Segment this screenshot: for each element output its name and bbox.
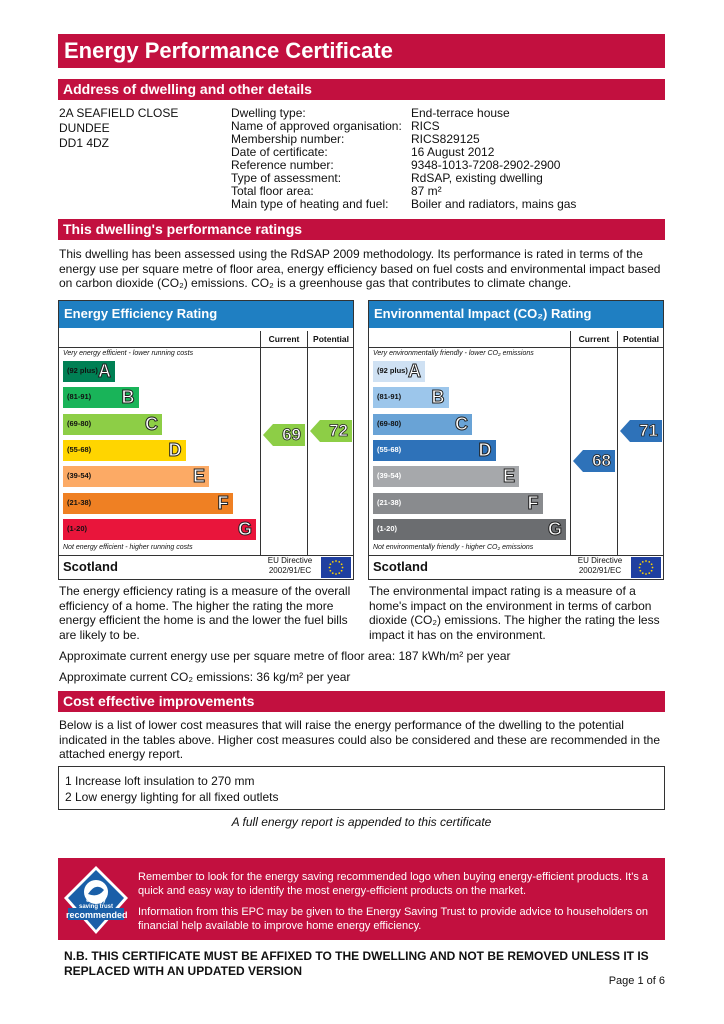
current-column-header: Current <box>570 331 617 347</box>
band-range-label: (21-38) <box>67 497 92 507</box>
rating-band-f <box>63 493 233 514</box>
current-rating-value: 69 <box>282 424 301 444</box>
rating-band-e <box>373 466 519 487</box>
rating-band-a <box>373 361 425 382</box>
list-item: 1 Increase loft insulation to 270 mm <box>65 774 255 788</box>
eu-star <box>329 567 331 569</box>
bottom-note: Not environmentally friendly - higher CO₂ emissions <box>373 544 534 551</box>
detail-label: Membership number: <box>231 132 345 146</box>
detail-values <box>411 107 576 211</box>
divider <box>307 331 308 555</box>
eu-star <box>338 561 340 563</box>
band-range-label: (39-54) <box>377 471 402 481</box>
band-range-label: (39-54) <box>67 471 92 481</box>
eu-star <box>332 561 334 563</box>
logo-text: recommended <box>66 910 128 920</box>
eu-star <box>652 567 654 569</box>
performance-section-heading: This dwelling's performance ratings <box>58 219 665 240</box>
affix-notice: N.B. THIS CERTIFICATE MUST BE AFFIXED TO THE DWELLING AND NOT BE REMOVED UNLESS IT IS REPLACED WITH AN UPDATED VERSION <box>64 949 649 978</box>
environmental-impact-rating-chart <box>368 300 664 580</box>
full-report-note: A full energy report is appended to this certificate <box>231 815 492 829</box>
improvements-heading: Cost effective improvements <box>58 691 665 712</box>
energy-saving-trust-banner <box>58 858 665 940</box>
eu-star <box>648 561 650 563</box>
eu-directive <box>261 556 319 576</box>
detail-value: RICS829125 <box>411 132 480 146</box>
band-letter: G <box>237 518 252 539</box>
directive-line: 2002/91/EC <box>578 566 622 575</box>
energy-efficiency-heading: Energy Efficiency Rating <box>59 301 353 328</box>
eu-star <box>639 567 641 569</box>
rating-band-d <box>63 440 186 461</box>
band-letter: E <box>502 466 515 487</box>
potential-rating-value: 71 <box>639 420 658 440</box>
improvements-intro: Below is a list of lower cost measures that will raise the energy performance of the dwelling to the potential indicated in the tables above. Higher cost measures could also be considered and these are recommended in the attached energy report. <box>59 718 661 761</box>
rating-band-g <box>373 519 566 540</box>
band-letter: D <box>478 439 492 460</box>
directive-line: EU Directive <box>577 556 623 565</box>
band-letter: C <box>145 413 158 434</box>
divider <box>570 331 571 555</box>
page-number: Page 1 of 6 <box>608 975 665 987</box>
detail-label: Date of certificate: <box>231 145 328 159</box>
detail-value: 9348-1013-7208-2902-2900 <box>411 158 561 172</box>
address-line: DD1 4DZ <box>59 136 110 150</box>
band-range-label: (81-91) <box>377 392 402 402</box>
rating-band-c <box>373 414 472 435</box>
band-range-label: (69-80) <box>377 418 402 428</box>
band-letter: F <box>217 492 229 513</box>
eu-star <box>651 563 653 565</box>
detail-label: Main type of heating and fuel: <box>231 197 389 211</box>
detail-label: Total floor area: <box>231 184 314 198</box>
eu-star <box>332 572 334 574</box>
divider <box>260 331 261 555</box>
detail-label: Name of approved organisation: <box>231 119 402 133</box>
rating-band-f <box>373 493 543 514</box>
current-rating-arrow <box>573 450 615 472</box>
rating-band-b <box>373 387 449 408</box>
detail-labels <box>231 107 402 211</box>
energy-efficiency-rating-chart <box>58 300 354 580</box>
detail-label: Reference number: <box>231 158 334 172</box>
band-range-label: (92 plus) <box>67 366 98 375</box>
eu-star <box>642 572 644 574</box>
rating-band-d <box>373 440 496 461</box>
potential-rating-value: 72 <box>329 420 348 440</box>
band-range-label: (92 plus) <box>377 366 408 375</box>
eu-star <box>338 572 340 574</box>
directive-line: EU Directive <box>267 556 313 565</box>
eu-star <box>648 572 650 574</box>
country-label: Scotland <box>373 559 428 574</box>
top-note: Very energy efficient - lower running costs <box>63 350 194 357</box>
current-rating-arrow <box>263 424 305 446</box>
detail-value: RdSAP, existing dwelling <box>411 171 543 185</box>
eu-star <box>645 560 647 562</box>
band-range-label: (69-80) <box>67 418 92 428</box>
address-section-heading: Address of dwelling and other details <box>58 79 665 100</box>
band-letter: A <box>98 361 111 381</box>
eu-star <box>329 563 331 565</box>
detail-value: End-terrace house <box>411 106 510 120</box>
rating-band-c <box>63 414 162 435</box>
band-letter: B <box>431 387 445 408</box>
list-item: 2 Low energy lighting for all fixed outlets <box>65 790 279 804</box>
address-line: 2A SEAFIELD CLOSE <box>59 106 179 120</box>
band-range-label: (1-20) <box>67 523 88 533</box>
rating-band-e <box>63 466 209 487</box>
approx-co2-emissions: Approximate current CO₂ emissions: 36 kg/m² per year <box>59 670 351 684</box>
divider <box>59 347 353 348</box>
logo-text: energy saving trust <box>78 898 113 910</box>
address-line: DUNDEE <box>59 121 110 135</box>
bottom-note: Not energy efficient - higher running costs <box>63 544 193 551</box>
eu-star <box>645 573 647 575</box>
environmental-impact-heading: Environmental Impact (CO₂) Rating <box>369 301 663 328</box>
top-note: Very environmentally friendly - lower CO₂ emissions <box>373 350 534 357</box>
rating-band-a <box>63 361 115 382</box>
band-letter: B <box>121 387 135 408</box>
eu-star <box>651 570 653 572</box>
eu-star <box>639 570 641 572</box>
potential-column-header: Potential <box>307 331 354 347</box>
eu-star <box>341 570 343 572</box>
address-block <box>59 106 178 151</box>
eu-star <box>642 561 644 563</box>
band-letter: C <box>455 413 468 434</box>
potential-rating-arrow <box>620 420 662 442</box>
rating-band-g <box>63 519 256 540</box>
divider <box>617 331 618 555</box>
page-title: Energy Performance Certificate <box>58 34 665 68</box>
eu-flag-icon <box>321 557 351 578</box>
band-range-label: (55-68) <box>67 444 92 454</box>
band-letter: G <box>547 518 562 539</box>
band-range-label: (55-68) <box>377 444 402 454</box>
band-letter: D <box>168 439 182 460</box>
detail-value: Boiler and radiators, mains gas <box>411 197 577 211</box>
detail-value: 16 August 2012 <box>411 145 495 159</box>
improvements-list <box>58 766 665 810</box>
environmental-impact-caption: The environmental impact rating is a measure of a home's impact on the environment in terms of carbon dioxide (CO₂) emissions. The higher the rating the less impact it has on the environment. <box>369 584 660 642</box>
performance-intro: This dwelling has been assessed using the RdSAP 2009 methodology. Its performance is rated in terms of the energy use per square metre of floor area, energy efficiency based on fuel costs and environmental impact based on carbon dioxide (CO₂) emissions. CO₂ is a greenhouse gas that contributes to climate change. <box>59 247 661 290</box>
eu-star <box>342 567 344 569</box>
current-column-header: Current <box>260 331 307 347</box>
eu-star <box>335 560 337 562</box>
potential-rating-arrow <box>310 420 352 442</box>
energy-saving-recommended-logo <box>62 864 130 936</box>
band-letter: F <box>527 492 539 513</box>
est-paragraph: Information from this EPC may be given to the Energy Saving Trust to provide advice to householders on financial help available to improve home energy efficiency. <box>138 906 648 932</box>
eu-star <box>329 570 331 572</box>
detail-label: Type of assessment: <box>231 171 342 185</box>
eu-directive <box>571 556 629 576</box>
eu-flag-icon <box>631 557 661 578</box>
detail-value: 87 m² <box>411 184 442 198</box>
est-paragraph: Remember to look for the energy saving recommended logo when buying energy-efficient products. It's a quick and easy way to identify the most energy-efficient products on the market. <box>138 871 649 897</box>
country-label: Scotland <box>63 559 118 574</box>
band-range-label: (81-91) <box>67 392 92 402</box>
approx-energy-use: Approximate current energy use per square metre of floor area: 187 kWh/m² per year <box>59 649 511 663</box>
eu-star <box>341 563 343 565</box>
eu-star <box>335 573 337 575</box>
band-range-label: (21-38) <box>377 497 402 507</box>
detail-label: Dwelling type: <box>231 106 306 120</box>
potential-column-header: Potential <box>617 331 664 347</box>
rating-band-b <box>63 387 139 408</box>
current-rating-value: 68 <box>592 450 611 470</box>
divider <box>369 347 663 348</box>
directive-line: 2002/91/EC <box>268 566 312 575</box>
detail-value: RICS <box>411 119 440 133</box>
eu-star <box>639 563 641 565</box>
band-letter: E <box>192 466 205 487</box>
band-letter: A <box>408 361 421 381</box>
energy-efficiency-caption: The energy efficiency rating is a measure of the overall efficiency of a home. The higher the rating the more energy efficient the home is and the lower the fuel bills are likely to be. <box>59 584 351 642</box>
band-range-label: (1-20) <box>377 523 398 533</box>
